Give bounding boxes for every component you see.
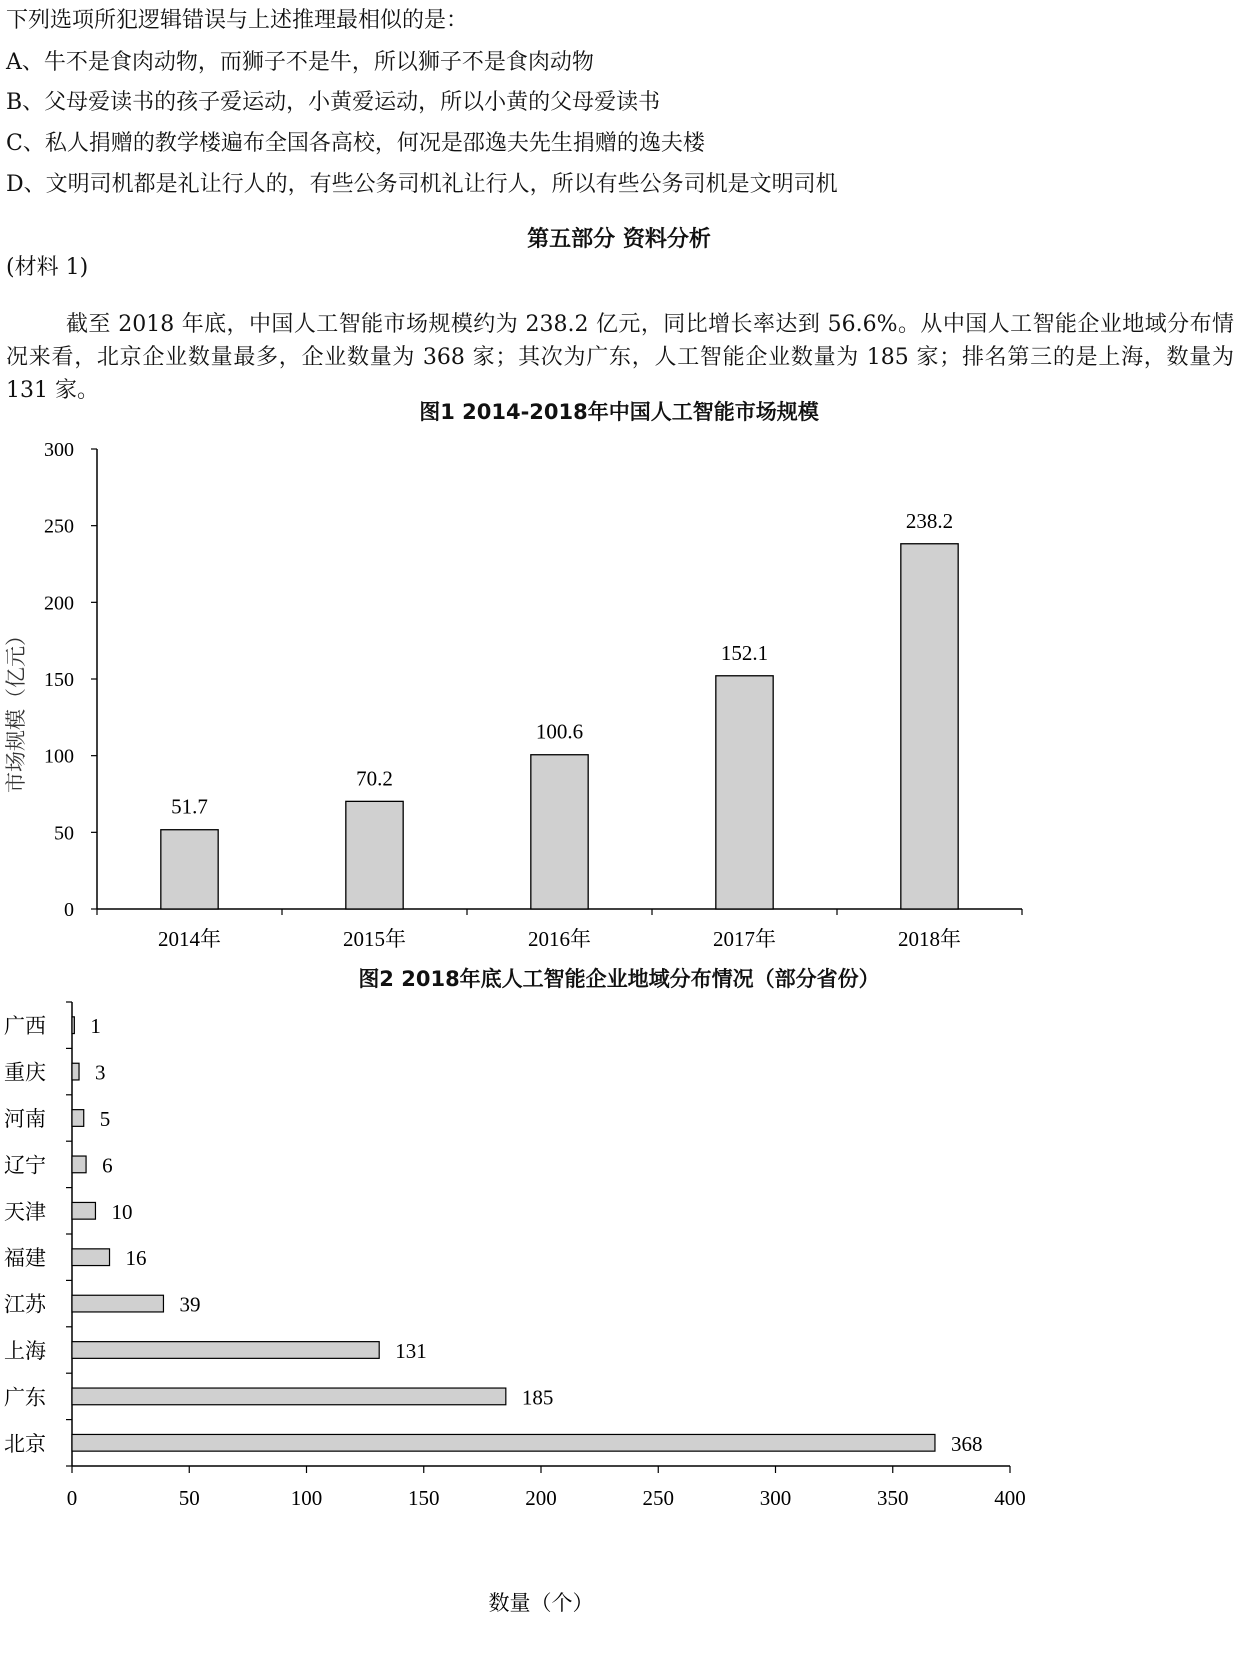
chart2-category-label: 河南	[4, 1107, 46, 1131]
chart1-data-label: 238.2	[905, 508, 954, 533]
chart2-bar	[72, 1063, 79, 1080]
chart1-bar	[531, 755, 588, 909]
section-title: 第五部分 资料分析	[527, 227, 711, 252]
chart2-x-axis-label: 数量（个）	[488, 1591, 594, 1615]
chart1-x-tick-label: 2016年	[528, 927, 591, 951]
chart2-category-label: 辽宁	[4, 1153, 46, 1178]
chart1-data-label: 152.1	[720, 640, 769, 665]
chart1-x-tick-label: 2014年	[158, 927, 221, 951]
chart2-category-label: 广西	[4, 1014, 46, 1039]
chart1-data-label: 51.7	[171, 794, 208, 819]
chart1-y-axis-label: 市场规模（亿元）	[4, 625, 28, 793]
chart2-x-tick-label: 50	[178, 1486, 200, 1510]
chart2-bar	[72, 1342, 379, 1359]
chart1-bar	[901, 544, 958, 909]
chart2-x-tick-label: 200	[525, 1486, 557, 1510]
chart2-category-label: 福建	[4, 1246, 46, 1271]
option-d: D、文明司机都是礼让行人的，有些公务司机礼让行人，所以有些公务司机是文明司机	[6, 172, 838, 197]
chart1-bar	[161, 830, 218, 909]
chart2-bar	[72, 1156, 86, 1173]
chart1-bar	[346, 801, 403, 909]
chart1-y-tick-label: 0	[64, 899, 74, 921]
chart1-y-tick-label: 300	[44, 439, 74, 461]
chart2-category-label: 上海	[4, 1339, 46, 1363]
chart2-category-label: 天津	[4, 1199, 46, 1224]
chart2-data-label: 131	[395, 1339, 427, 1363]
option-c: C、私人捐赠的教学楼遍布全国各高校，何况是邵逸夫先生捐赠的逸夫楼	[6, 131, 705, 156]
chart1-title: 图1 2014-2018年中国人工智能市场规模	[419, 400, 819, 424]
chart2-bar	[72, 1249, 110, 1266]
chart1-x-tick-label: 2018年	[898, 927, 961, 951]
chart2-x-tick-label: 150	[408, 1486, 440, 1510]
chart2-bar	[72, 1434, 935, 1451]
chart2-category-label: 广东	[4, 1385, 46, 1410]
chart1-y-tick-label: 150	[44, 669, 74, 691]
chart1-x-tick-label: 2017年	[713, 927, 776, 951]
chart2-data-label: 1	[90, 1014, 101, 1039]
chart2-x-tick-label: 0	[66, 1486, 78, 1510]
chart1-data-label: 70.2	[356, 766, 393, 791]
chart1-y-tick-label: 250	[44, 515, 74, 538]
question-prompt: 下列选项所犯逻辑错误与上述推理最相似的是：	[6, 8, 469, 33]
chart2-x-tick-label: 100	[290, 1486, 323, 1510]
chart2-category-label: 重庆	[4, 1060, 46, 1085]
option-a: A、牛不是食肉动物，而狮子不是牛，所以狮子不是食肉动物	[6, 50, 594, 75]
chart2-region-distribution	[0, 1000, 1238, 1677]
chart2-x-tick-label: 400	[994, 1486, 1026, 1510]
chart2-data-label: 185	[521, 1385, 554, 1410]
chart2-title: 图2 2018年底人工智能企业地域分布情况（部分省份）	[358, 967, 880, 991]
chart2-data-label: 5	[99, 1107, 111, 1131]
chart1-x-tick-label: 2015年	[343, 927, 406, 951]
chart2-bar	[72, 1295, 163, 1312]
chart2-data-label: 39	[179, 1292, 201, 1317]
chart2-data-label: 6	[102, 1153, 113, 1178]
material-paragraph: 截至 2018 年底，中国人工智能市场规模约为 238.2 亿元，同比增长率达到 56.6%。从中国人工智能企业地域分布情况来看，北京企业数量最多，企业数量为 368 家；其次为广东，人工智能企业数量为 185 家；排名第三的是上海，数量为 131 家。	[6, 312, 1234, 403]
chart2-category-label: 北京	[4, 1431, 46, 1456]
material-label: (材料 1)	[6, 255, 89, 280]
chart2-bar	[72, 1202, 95, 1219]
chart2-data-label: 10	[111, 1199, 133, 1224]
chart2-data-label: 368	[950, 1431, 983, 1456]
chart2-bar	[72, 1388, 506, 1405]
chart2-x-tick-label: 350	[877, 1486, 909, 1510]
chart2-bar	[72, 1110, 84, 1127]
chart2-category-label: 江苏	[4, 1292, 46, 1317]
chart1-y-tick-label: 50	[54, 822, 74, 845]
chart2-bar	[72, 1017, 74, 1034]
chart1-data-label: 100.6	[535, 719, 584, 744]
chart1-y-tick-label: 100	[44, 745, 74, 768]
chart2-data-label: 3	[95, 1060, 106, 1085]
chart2-x-tick-label: 250	[642, 1486, 674, 1510]
chart1-y-tick-label: 200	[44, 592, 74, 615]
chart2-data-label: 16	[125, 1246, 147, 1271]
chart1-market-size	[0, 425, 1238, 1005]
chart2-x-tick-label: 300	[759, 1486, 792, 1510]
option-b: B、父母爱读书的孩子爱运动，小黄爱运动，所以小黄的父母爱读书	[6, 90, 661, 115]
chart1-bar	[716, 676, 773, 909]
